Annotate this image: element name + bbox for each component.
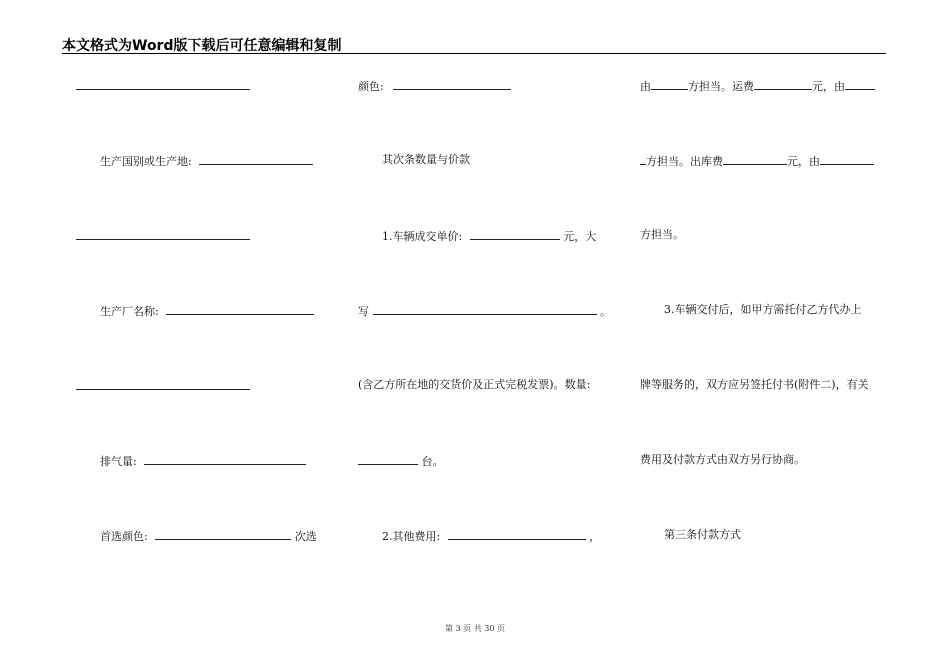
- text-segment: 元，由: [812, 80, 845, 93]
- written-label: 写: [358, 305, 369, 318]
- factory-blank[interactable]: [166, 303, 314, 315]
- freight-line: [640, 78, 875, 94]
- party-blank[interactable]: [651, 78, 688, 90]
- blank-line: [76, 78, 250, 94]
- factory-line: [100, 303, 314, 319]
- color-pref-label: 首选颜色:: [100, 530, 148, 543]
- text-line: 牌等服务的，双方应另签托付书(附件二)，有关: [640, 378, 869, 391]
- color-blank[interactable]: [393, 78, 511, 90]
- outbound-fee-line: [640, 153, 874, 169]
- freight-amount-blank[interactable]: [754, 78, 812, 90]
- origin-blank[interactable]: [199, 153, 313, 165]
- written-amount-line: [358, 303, 611, 319]
- unit-price-tail: 元，大: [563, 230, 597, 243]
- document-header-title: 本文格式为Word版下载后可任意编辑和复制: [62, 38, 342, 54]
- unit-price-label: 1.车辆成交单价:: [382, 230, 463, 243]
- other-fees-label: 2.其他费用:: [382, 530, 441, 543]
- tax-note-line: (含乙方所在地的交货价及正式完税发票)。数量:: [358, 378, 591, 391]
- displacement-label: 排气量:: [100, 455, 137, 468]
- text-segment: 方担当。出库费: [646, 155, 723, 168]
- color-pref-tail: 次选: [294, 530, 317, 543]
- section-heading-payment: 第三条付款方式: [664, 528, 741, 541]
- origin-line: [100, 153, 313, 169]
- factory-label: 生产厂名称:: [100, 305, 159, 318]
- color-line: [358, 78, 511, 94]
- other-fees-blank[interactable]: [448, 528, 586, 540]
- color-pref-blank[interactable]: [155, 528, 291, 540]
- text-line: 费用及付款方式由双方另行协商。: [640, 453, 805, 466]
- unit-price-line: [382, 228, 596, 244]
- fill-blank[interactable]: [76, 228, 250, 240]
- text-segment: 方担当。运费: [688, 80, 754, 93]
- written-blank[interactable]: [373, 303, 597, 315]
- header-divider: [62, 53, 886, 54]
- color-label: 颜色:: [358, 80, 384, 93]
- quantity-line: [358, 453, 444, 469]
- party-blank[interactable]: [820, 153, 874, 165]
- section-heading-quantity-price: 其次条数量与价款: [382, 153, 470, 166]
- text-segment: 元，由: [787, 155, 820, 168]
- blank-line: [76, 228, 250, 244]
- page-number: 第 3 页 共 30 页: [445, 624, 505, 633]
- unit-price-blank[interactable]: [470, 228, 560, 240]
- quantity-blank[interactable]: [358, 453, 418, 465]
- fill-blank[interactable]: [76, 78, 250, 90]
- displacement-blank[interactable]: [144, 453, 306, 465]
- blank-line: [76, 378, 250, 394]
- text-line: 方担当。: [640, 228, 684, 241]
- text-line: 3.车辆交付后，如甲方需托付乙方代办上: [664, 303, 862, 316]
- written-tail: 。: [600, 305, 611, 318]
- outbound-fee-blank[interactable]: [723, 153, 787, 165]
- text-segment: 由: [640, 80, 651, 93]
- other-fees-tail: ，: [589, 530, 601, 543]
- quantity-unit: 台。: [421, 455, 444, 468]
- displacement-line: [100, 453, 306, 469]
- fill-blank[interactable]: [76, 378, 250, 390]
- party-blank[interactable]: [845, 78, 875, 90]
- origin-label: 生产国别或生产地:: [100, 155, 192, 168]
- color-pref-line: [100, 528, 317, 544]
- other-fees-line: [382, 528, 600, 544]
